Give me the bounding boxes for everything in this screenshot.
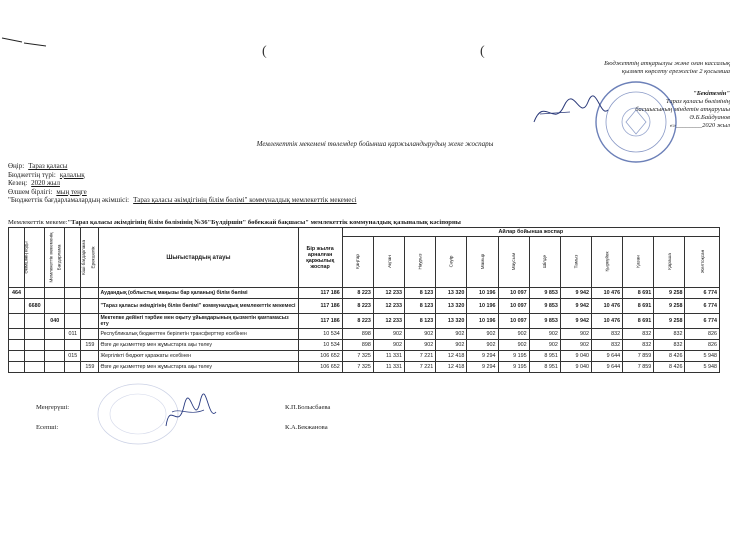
month-value-cell: 8 691 <box>623 314 654 329</box>
month-value-cell: 902 <box>560 340 591 351</box>
annual-total-cell: 10 534 <box>298 340 342 351</box>
approval-label: "Бекітемін" <box>693 90 730 97</box>
month-value-cell: 9 195 <box>498 362 529 373</box>
month-value-cell: 8 223 <box>342 299 373 314</box>
month-value-cell: 902 <box>373 340 404 351</box>
month-value-cell: 10 476 <box>591 299 622 314</box>
specific-cell <box>81 329 99 340</box>
institution-label: Мемлекеттік мекеме: <box>8 219 68 226</box>
table-row <box>9 340 720 351</box>
month-value-cell: 9 942 <box>560 288 591 299</box>
region-value: Тараз қаласы <box>28 162 68 170</box>
institution-value: "Тараз қаласы әкімдігінің білім бөлімінің №36"Бүлдіршін" бөбекжай бақшасы" мемлекеттік коммуналдық қазыналық кәсіпорны <box>67 219 461 226</box>
head-month: Шілде <box>529 237 560 288</box>
month-value-cell: 9 258 <box>654 288 685 299</box>
expense-name-cell: Республикалық бюджеттен берілетін трансферттер есебінен <box>99 329 298 340</box>
accountant-label: Есепші: <box>36 424 59 431</box>
month-value-cell: 7 221 <box>405 362 436 373</box>
month-value-cell: 10 196 <box>467 288 498 299</box>
subprogram-cell <box>65 299 81 314</box>
month-value-cell: 9 942 <box>560 299 591 314</box>
table-row <box>9 299 720 314</box>
table-row <box>9 314 720 329</box>
month-value-cell: 10 097 <box>498 299 529 314</box>
head-annual-total: Бір жылға арналған қаржылық жоспар <box>298 228 342 288</box>
month-value-cell: 10 196 <box>467 299 498 314</box>
month-value-cell: 8 223 <box>342 314 373 329</box>
head-month: Қазан <box>623 237 654 288</box>
month-value-cell: 9 258 <box>654 299 685 314</box>
month-value-cell: 832 <box>591 340 622 351</box>
institution-code-cell <box>25 314 45 329</box>
month-value-cell: 6 774 <box>685 288 720 299</box>
month-value-cell: 832 <box>654 340 685 351</box>
admin-value: Тараз қаласы әкімдігінің білім бөлімі" коммуналдық мемлекеттік мекемесі <box>133 196 357 205</box>
month-value-cell: 13 320 <box>436 299 467 314</box>
approval-date: «»________2020 жыл <box>669 122 730 129</box>
specific-cell: 159 <box>81 362 99 373</box>
month-value-cell: 9 644 <box>591 362 622 373</box>
program-cell: 040 <box>45 314 65 329</box>
manager-label: Меңгерүші: <box>36 404 70 411</box>
month-value-cell: 9 853 <box>529 299 560 314</box>
month-value-cell: 8 426 <box>654 351 685 362</box>
head-month: Қыркүйек <box>591 237 622 288</box>
table-row <box>9 288 720 299</box>
annual-total-cell: 117 186 <box>298 314 342 329</box>
month-value-cell: 9 853 <box>529 314 560 329</box>
expense-name-cell: Өзге де қызметтер мен жұмыстарға ақы төлеу <box>99 340 298 351</box>
subprogram-cell: 011 <box>65 329 81 340</box>
month-value-cell: 902 <box>405 340 436 351</box>
month-value-cell: 11 331 <box>373 362 404 373</box>
head-months-group: Айлар бойынша жоспар <box>342 228 719 237</box>
month-value-cell: 902 <box>560 329 591 340</box>
specific-cell <box>81 314 99 329</box>
bottom-signature-graphic <box>160 392 220 434</box>
head-admin-code: Әкімшінің коды <box>9 228 25 288</box>
approver-name: Ә.Б.Байдуанов <box>689 114 730 121</box>
admin-code-cell: 464 <box>9 288 25 299</box>
month-value-cell: 902 <box>498 329 529 340</box>
approver-line-1: Тараз қаласы бөлімінің <box>665 98 730 105</box>
month-value-cell: 8 223 <box>342 288 373 299</box>
subprogram-cell <box>65 314 81 329</box>
subprogram-cell: 015 <box>65 351 81 362</box>
month-value-cell: 10 097 <box>498 288 529 299</box>
corner-pen-mark <box>0 34 50 48</box>
month-value-cell: 9 195 <box>498 351 529 362</box>
month-value-cell: 12 233 <box>373 288 404 299</box>
month-value-cell: 832 <box>623 329 654 340</box>
institution-code-cell: 6680 <box>25 299 45 314</box>
head-month: Мамыр <box>467 237 498 288</box>
subprogram-cell <box>65 362 81 373</box>
month-value-cell: 10 196 <box>467 314 498 329</box>
month-value-cell: 9 294 <box>467 351 498 362</box>
appendix-line-1: Бюджеттің атқарылуы және оған кассалық <box>604 60 730 67</box>
month-value-cell: 13 320 <box>436 288 467 299</box>
head-program: Бағдарлама <box>45 228 65 288</box>
admin-code-cell <box>9 329 25 340</box>
subprogram-cell <box>65 288 81 299</box>
head-month: Тамыз <box>560 237 591 288</box>
month-value-cell: 10 476 <box>591 314 622 329</box>
accountant-name: К.А.Бекжанова <box>285 424 328 431</box>
institution-line <box>8 219 461 226</box>
budget-type-value: қалалық <box>59 170 85 179</box>
month-value-cell: 7 859 <box>623 362 654 373</box>
month-value-cell: 902 <box>529 340 560 351</box>
month-value-cell: 8 691 <box>623 299 654 314</box>
period-value: 2020 жыл <box>31 179 60 188</box>
month-value-cell: 8 123 <box>405 314 436 329</box>
month-value-cell: 8 691 <box>623 288 654 299</box>
head-month: Ақпан <box>373 237 404 288</box>
period-label: Кезең: <box>8 179 28 188</box>
month-value-cell: 902 <box>373 329 404 340</box>
expense-name-cell: "Тараз қаласы әкімдігінің білім бөлімі" коммуналдық мемлекеттік мекемесі <box>99 299 298 314</box>
subprogram-cell <box>65 340 81 351</box>
table-row <box>9 362 720 373</box>
month-value-cell: 832 <box>591 329 622 340</box>
head-month: Маусым <box>498 237 529 288</box>
annual-total-cell: 10 534 <box>298 329 342 340</box>
month-value-cell: 8 123 <box>405 288 436 299</box>
month-value-cell: 12 233 <box>373 299 404 314</box>
month-value-cell: 902 <box>529 329 560 340</box>
specific-cell: 159 <box>81 340 99 351</box>
institution-code-cell <box>25 329 45 340</box>
head-subprogram: Кіші бағдарлама <box>65 228 81 288</box>
institution-code-cell <box>25 340 45 351</box>
budget-type-label: Бюджеттің түрі: <box>8 170 56 179</box>
head-month: Қаңтар <box>342 237 373 288</box>
manager-name: К.П.Болысбаева <box>285 404 331 411</box>
month-value-cell: 826 <box>685 340 720 351</box>
institution-code-cell <box>25 362 45 373</box>
page-mark-left: ( <box>262 44 267 59</box>
month-value-cell: 6 774 <box>685 314 720 329</box>
month-value-cell: 13 320 <box>436 314 467 329</box>
month-value-cell: 8 426 <box>654 362 685 373</box>
month-value-cell: 898 <box>342 329 373 340</box>
month-value-cell: 9 644 <box>591 351 622 362</box>
table-row <box>9 351 720 362</box>
program-cell <box>45 329 65 340</box>
month-value-cell: 8 123 <box>405 299 436 314</box>
specific-cell <box>81 299 99 314</box>
program-cell <box>45 299 65 314</box>
specific-cell <box>81 288 99 299</box>
month-value-cell: 898 <box>342 340 373 351</box>
head-month: Наурыз <box>405 237 436 288</box>
appendix-line-2: қызмет көрсету ережесіне 2 қосымша <box>621 68 730 75</box>
month-value-cell: 10 097 <box>498 314 529 329</box>
month-value-cell: 8 951 <box>529 362 560 373</box>
unit-value: мың теңге <box>56 187 87 196</box>
admin-code-cell <box>9 299 25 314</box>
head-expense-name: Шығыстардың атауы <box>99 228 298 288</box>
month-value-cell: 10 476 <box>591 288 622 299</box>
head-month: Қараша <box>654 237 685 288</box>
month-value-cell: 5 948 <box>685 351 720 362</box>
month-value-cell: 7 221 <box>405 351 436 362</box>
expense-name-cell: Аудандық (облыстық маңызы бар қаланың) білім бөлімі <box>99 288 298 299</box>
month-value-cell: 9 853 <box>529 288 560 299</box>
admin-code-cell <box>9 362 25 373</box>
approver-line-2: басшысының міндетін атқарушы <box>635 106 730 113</box>
admin-code-cell <box>9 340 25 351</box>
month-value-cell: 9 040 <box>560 362 591 373</box>
institution-code-cell <box>25 351 45 362</box>
program-cell <box>45 340 65 351</box>
annual-total-cell: 106 652 <box>298 351 342 362</box>
admin-code-cell <box>9 314 25 329</box>
month-value-cell: 902 <box>467 329 498 340</box>
month-value-cell: 832 <box>623 340 654 351</box>
expense-name-cell: Мектепке дейінгі тәрбие мен оқыту ұйымдарының қызметін қамтамасыз ету <box>99 314 298 329</box>
head-institution-code: Мемлекеттік мекеменің <box>25 228 45 288</box>
expense-name-cell: Жергілікті бюджет қаражаты есебінен <box>99 351 298 362</box>
financing-plan-table <box>8 227 720 373</box>
document-meta <box>8 162 357 205</box>
month-value-cell: 8 951 <box>529 351 560 362</box>
expense-name-cell: Өзге де қызметтер мен жұмыстарға ақы төлеу <box>99 362 298 373</box>
month-value-cell: 6 774 <box>685 299 720 314</box>
month-value-cell: 9 942 <box>560 314 591 329</box>
month-value-cell: 832 <box>654 329 685 340</box>
specific-cell <box>81 351 99 362</box>
month-value-cell: 7 325 <box>342 351 373 362</box>
month-value-cell: 902 <box>436 340 467 351</box>
month-value-cell: 902 <box>436 329 467 340</box>
unit-label: Өлшем бірлігі: <box>8 187 53 196</box>
institution-code-cell <box>25 288 45 299</box>
month-value-cell: 902 <box>405 329 436 340</box>
approver-signature-graphic <box>530 92 610 132</box>
annual-total-cell: 106 652 <box>298 362 342 373</box>
month-value-cell: 9 040 <box>560 351 591 362</box>
month-value-cell: 12 418 <box>436 362 467 373</box>
head-month: Сәуір <box>436 237 467 288</box>
annual-total-cell: 117 186 <box>298 288 342 299</box>
month-value-cell: 9 294 <box>467 362 498 373</box>
month-value-cell: 12 418 <box>436 351 467 362</box>
program-cell <box>45 362 65 373</box>
month-value-cell: 7 859 <box>623 351 654 362</box>
program-cell <box>45 288 65 299</box>
month-value-cell: 12 233 <box>373 314 404 329</box>
region-label: Өңір: <box>8 162 25 170</box>
table-row <box>9 329 720 340</box>
page-mark-right: ( <box>480 44 485 59</box>
month-value-cell: 902 <box>467 340 498 351</box>
month-value-cell: 826 <box>685 329 720 340</box>
head-month: Желтоқсан <box>685 237 720 288</box>
month-value-cell: 9 258 <box>654 314 685 329</box>
program-cell <box>45 351 65 362</box>
month-value-cell: 11 331 <box>373 351 404 362</box>
document-title: Мемлекеттік мекемені төлемдер бойынша қаржыландырудың жеке жоспары <box>256 140 494 148</box>
month-value-cell: 7 325 <box>342 362 373 373</box>
head-specific: Ерекшелік <box>81 228 99 288</box>
admin-code-cell <box>9 351 25 362</box>
annual-total-cell: 117 186 <box>298 299 342 314</box>
month-value-cell: 5 948 <box>685 362 720 373</box>
admin-label: "Бюджеттік бағдарламалардың әкімшісі: <box>8 196 130 205</box>
month-value-cell: 902 <box>498 340 529 351</box>
